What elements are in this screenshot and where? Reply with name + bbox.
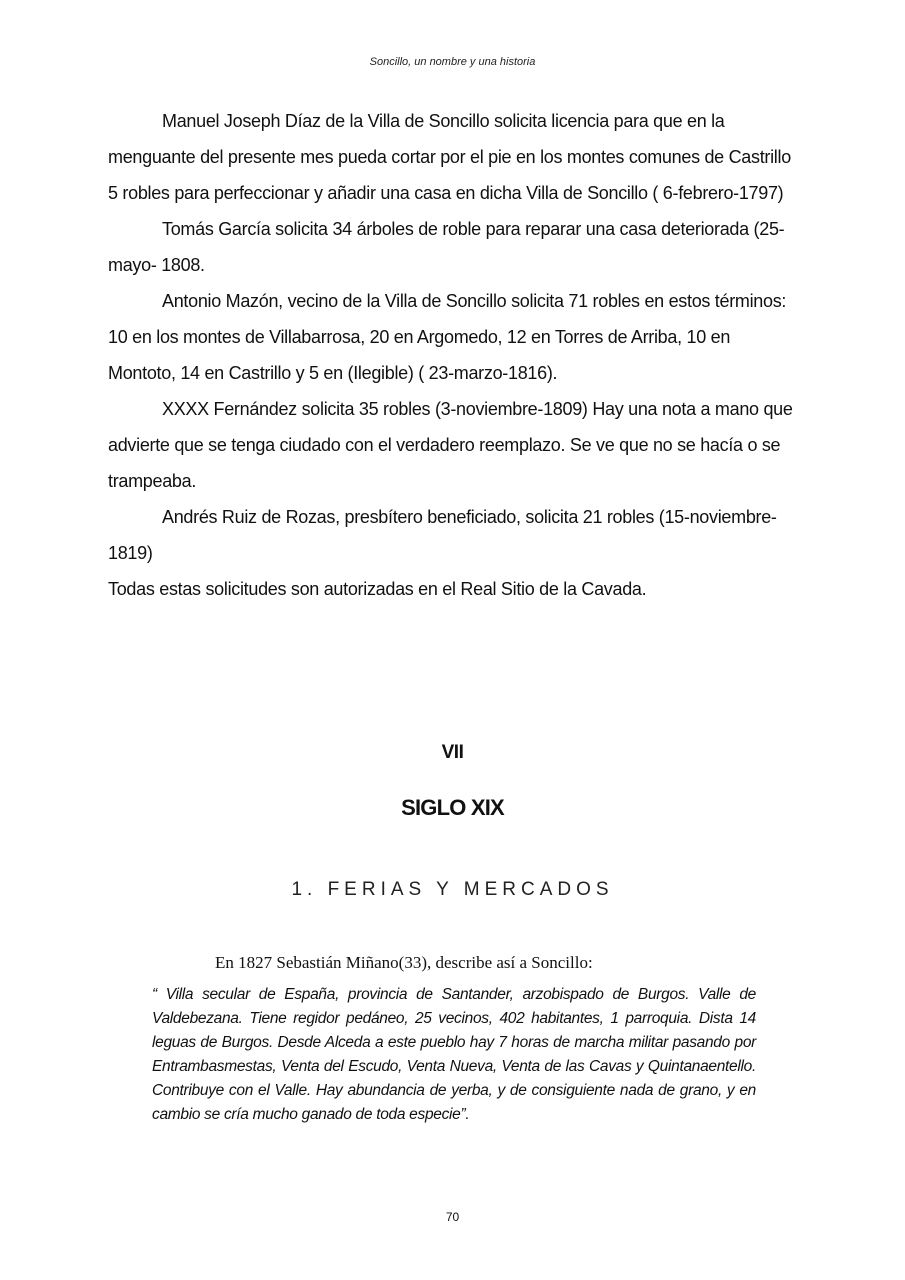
paragraph-garcia: Tomás García solicita 34 árboles de roble para reparar una casa deteriorada (25- mayo- 1808. xyxy=(108,219,785,275)
paragraph-ruiz: Andrés Ruiz de Rozas, presbítero beneficiado, solicita 21 robles (15-noviembre-1819) xyxy=(108,507,777,563)
body-text xyxy=(108,103,798,607)
chapter-number: VII xyxy=(441,742,464,763)
intro-line: En 1827 Sebastián Miñano(33), describe así a Soncillo: xyxy=(215,953,593,972)
page-number: 70 xyxy=(445,1210,460,1224)
paragraph-diaz: Manuel Joseph Díaz de la Villa de Soncillo solicita licencia para que en la menguante del presente mes pueda cortar por el pie en los montes comunes de Castrillo 5 robles para perfeccionar y añadir una casa en dicha Villa de Soncillo ( 6-febrero-1797) xyxy=(108,111,791,203)
block-quote: “ Villa secular de España, provincia de Santander, arzobispado de Burgos. Valle de Valdebezana. Tiene regidor pedáneo, 25 vecinos, 402 habitantes, 1 parroquia. Dista 14 leguas de Burgos. Desde Alceda a este pueblo hay 7 horas de marcha militar pasando por Entrambasmestas, Venta del Escudo, Venta Nueva, Venta de las Cavas y Quintanaentello. Contribuye con el Valle. Hay abundancia de yerba, y de consiguiente nada de grano, y en cambio se cría mucho ganado de toda especie”. xyxy=(152,986,756,1123)
paragraph-mazon-list: 10 en los montes de Villabarrosa, 20 en Argomedo, 12 en Torres de Arriba, 10 en Montoto, 14 en Castrillo y 5 en (Ilegible) ( 23-marzo-1816). xyxy=(108,327,731,383)
running-header: Soncillo, un nombre y una historia xyxy=(369,56,536,68)
section-title: 1. FERIAS Y MERCADOS xyxy=(291,879,614,900)
paragraph-fernandez: XXXX Fernández solicita 35 robles (3-noviembre-1809) Hay una nota a mano que advierte que se tenga ciudado con el verdadero reemplazo. Se ve que no se hacía o se trampeaba. xyxy=(108,399,793,491)
paragraph-conclusion: Todas estas solicitudes son autorizadas en el Real Sitio de la Cavada. xyxy=(108,579,647,599)
paragraph-mazon: Antonio Mazón, vecino de la Villa de Soncillo solicita 71 robles en estos términos: xyxy=(162,291,787,311)
chapter-title: SIGLO XIX xyxy=(401,795,504,820)
